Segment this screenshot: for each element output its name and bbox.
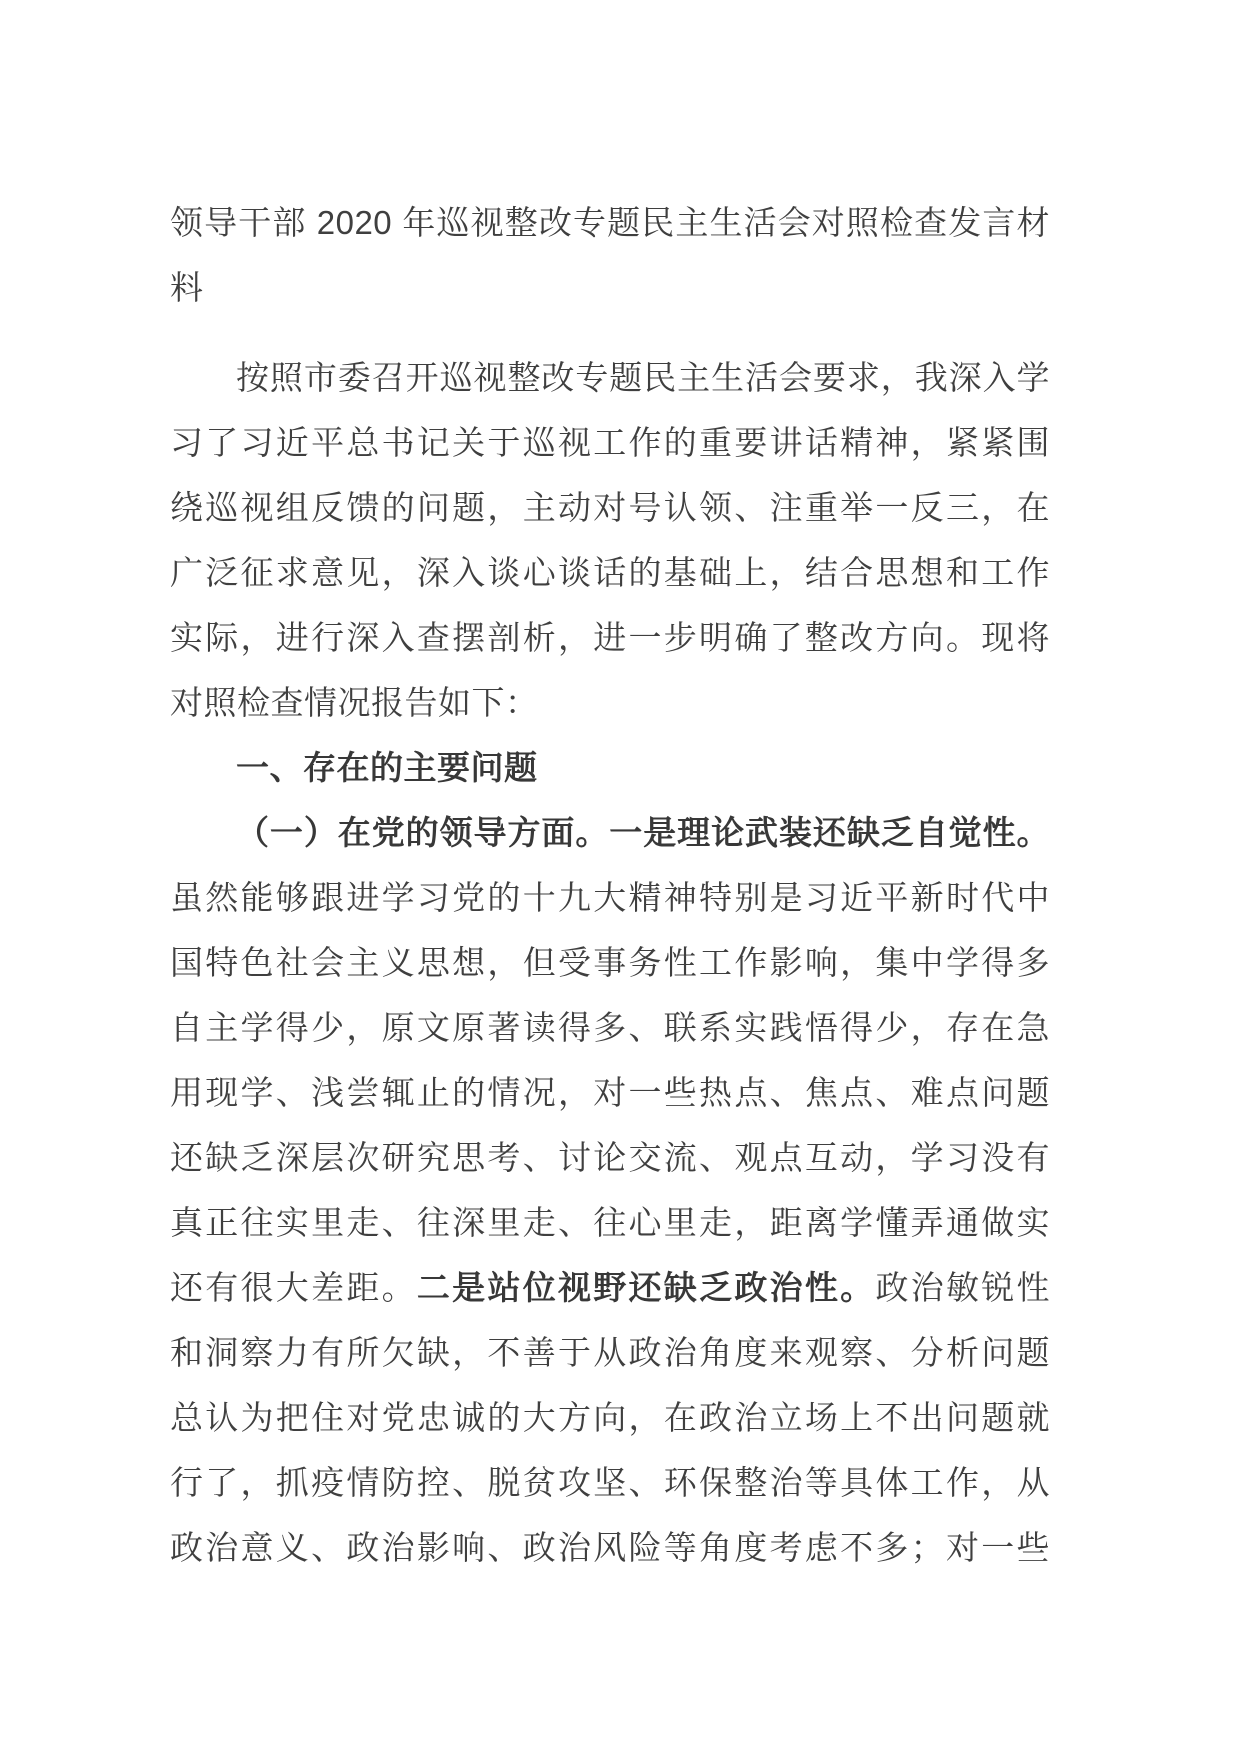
document-line <box>170 930 1050 995</box>
document-line <box>170 1320 1050 1385</box>
document-line <box>170 1255 1050 1320</box>
document-line <box>170 1190 1050 1255</box>
text-run: 广泛征求意见，深入谈心谈话的基础上，结合思想和工作 <box>170 554 1050 591</box>
document-line <box>170 605 1050 670</box>
document-line <box>170 540 1050 605</box>
document-line <box>170 670 1050 735</box>
document-line <box>170 995 1050 1060</box>
document-line <box>170 255 1050 320</box>
document-line <box>170 865 1050 930</box>
text-run: 还有很大差距。 <box>170 1269 417 1306</box>
text-run: 还缺乏深层次研究思考、讨论交流、观点互动，学习没有 <box>170 1139 1050 1176</box>
paragraph-intro <box>170 345 1050 735</box>
document-line <box>170 190 1050 255</box>
document-line <box>170 1060 1050 1125</box>
text-run: 按照市委召开巡视整改专题民主生活会要求，我深入学 <box>236 359 1050 396</box>
section-heading-main-problems <box>170 735 1050 800</box>
text-run: 总认为把住对党忠诚的大方向，在政治立场上不出问题就 <box>170 1399 1050 1436</box>
document-line <box>170 735 1050 800</box>
document-line <box>170 1515 1050 1580</box>
text-run: 用现学、浅尝辄止的情况，对一些热点、焦点、难点问题 <box>170 1074 1050 1111</box>
document-line <box>170 410 1050 475</box>
document-body <box>170 190 1050 1580</box>
document-line <box>170 345 1050 410</box>
bold-text-run: （一）在党的领导方面。一是理论武装还缺乏自觉性。 <box>236 814 1050 851</box>
text-run: 料 <box>170 269 204 306</box>
document-line <box>170 1125 1050 1190</box>
text-run: 领导干部 2020 年巡视整改专题民主生活会对照检查发言材 <box>170 204 1050 241</box>
document-line <box>170 1450 1050 1515</box>
text-run: 实际，进行深入查摆剖析，进一步明确了整改方向。现将 <box>170 619 1050 656</box>
text-run: 习了习近平总书记关于巡视工作的重要讲话精神，紧紧围 <box>170 424 1050 461</box>
text-run: 虽然能够跟进学习党的十九大精神特别是习近平新时代中 <box>170 879 1050 916</box>
paragraph-problem-party-leadership <box>170 800 1050 1580</box>
text-run: 绕巡视组反馈的问题，主动对号认领、注重举一反三，在 <box>170 489 1050 526</box>
text-run: 真正往实里走、往深里走、往心里走，距离学懂弄通做实 <box>170 1204 1050 1241</box>
document-line <box>170 475 1050 540</box>
bold-text-run: 一、存在的主要问题 <box>236 749 538 786</box>
text-run: 和洞察力有所欠缺，不善于从政治角度来观察、分析问题 <box>170 1334 1050 1371</box>
document-line <box>170 800 1050 865</box>
text-run: 政治敏锐性 <box>875 1269 1051 1306</box>
bold-text-run: 二是站位视野还缺乏政治性。 <box>416 1269 876 1306</box>
text-run: 自主学得少，原文原著读得多、联系实践悟得少，存在急 <box>170 1009 1050 1046</box>
text-run: 对照检查情况报告如下： <box>170 684 539 721</box>
document-title <box>170 190 1050 320</box>
text-run: 国特色社会主义思想，但受事务性工作影响，集中学得多 <box>170 944 1050 981</box>
text-run: 政治意义、政治影响、政治风险等角度考虑不多；对一些 <box>170 1529 1050 1566</box>
document-line <box>170 1385 1050 1450</box>
text-run: 行了，抓疫情防控、脱贫攻坚、环保整治等具体工作，从 <box>170 1464 1050 1501</box>
